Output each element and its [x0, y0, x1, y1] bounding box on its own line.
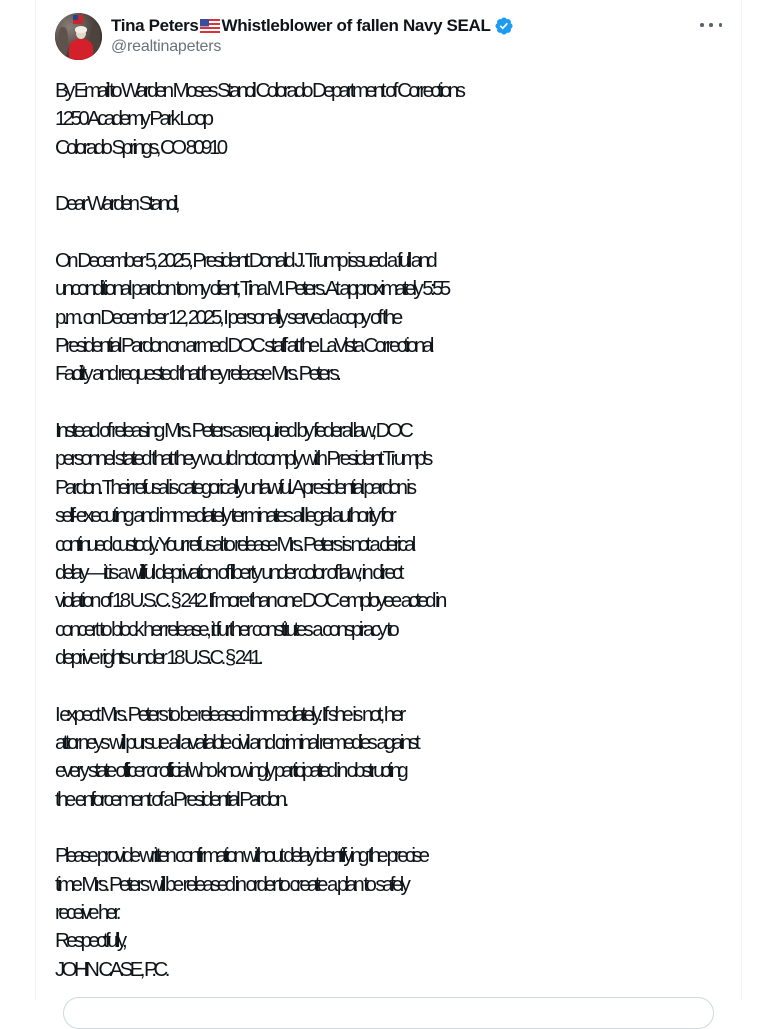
tweet-line: Facility and requested that they release Mrs. Peters. — [55, 363, 339, 386]
more-options-icon[interactable] — [700, 16, 722, 34]
paragraph-spacer — [55, 672, 735, 700]
tweet-line: Respectfully, — [55, 930, 125, 953]
tweet-line: Please provide written confirmation without delay identifying the precise — [55, 845, 427, 868]
avatar-person-hair — [75, 26, 87, 33]
tweet-line: personnel stated that they would not comply with President Trump's — [55, 448, 430, 471]
tweet-line: self-executing and immediately terminates all legal authority for — [55, 505, 394, 528]
paragraph-spacer — [55, 219, 735, 247]
more-dot — [709, 23, 713, 27]
author-name-row[interactable] — [111, 14, 514, 38]
attached-media-card[interactable] — [63, 997, 714, 1029]
tweet-line: every state officer or official who knowingly participated in obstructing — [55, 760, 405, 783]
tweet-line: Colorado Springs, CO 80910 — [55, 136, 225, 159]
tweet-line: concert to block her release, it further constitutes a conspiracy to — [55, 618, 397, 641]
paragraph-spacer — [55, 389, 735, 417]
tweet-line: deprive rights under 18 U.S.C. § 241. — [55, 646, 261, 669]
more-dot — [719, 23, 723, 27]
author-display-name-suffix[interactable]: Whistleblower of fallen Navy SEAL — [221, 16, 491, 35]
tweet-line: violation of 18 U.S.C. § 242. If more than one DOC employee acted in — [55, 590, 444, 613]
author-display-name[interactable]: Tina Peters — [111, 16, 199, 35]
tweet-line: Presidential Pardon on armed DOC staff at the LaVista Correctional — [55, 335, 431, 358]
tweet-card-right-border — [741, 0, 742, 1000]
tweet-line: 1250 Academy Park Loop — [55, 108, 211, 131]
tweet-line: Dear Warden Stancil, — [55, 193, 178, 216]
tweet-paragraph-pardon — [55, 247, 735, 389]
tweet-line: JOHN CASE, P.C. — [55, 958, 167, 981]
paragraph-spacer — [55, 162, 735, 190]
tweet-line: receive her. — [55, 901, 118, 924]
tweet-paragraph-expectation — [55, 701, 735, 814]
tweet-line: Instead of releasing Mrs. Peters as required by federal law, DOC — [55, 420, 411, 443]
tweet-line: attorneys will pursue all available civil and criminal remedies against — [55, 731, 418, 754]
avatar-figure — [58, 27, 68, 57]
author-handle[interactable]: @realtinapeters — [111, 38, 222, 55]
tweet-paragraph-salutation — [55, 190, 735, 218]
tweet-line: On December 5, 2025, President Donald J. Trump issued a full and — [55, 250, 435, 273]
tweet-paragraph-address — [55, 77, 735, 162]
tweet-text — [55, 77, 735, 984]
author-avatar[interactable] — [55, 13, 102, 60]
more-dot — [700, 23, 704, 27]
tweet-line: By Email to Warden Moses Stancil Colorado Department of Corrections — [55, 80, 463, 102]
avatar-flag-canton — [73, 15, 78, 20]
tweet-line: time Mrs. Peters will be released in order to create a plan to safely — [55, 873, 408, 896]
tweet-line: p.m. on December 12, 2025, I personally served a copy of the — [55, 306, 400, 329]
tweet-line: continued custody. Your refusal to release Mrs. Peters is not a clerical — [55, 533, 413, 556]
tweet-line: unconditional pardon to my client, Tina M. Peters. At approximately 5:55 — [55, 278, 448, 301]
tweet-line: Pardon. Their refusal is categorically unlawful. A presidential pardon is — [55, 476, 414, 499]
tweet-line: I expect Mrs. Peters to be released immediately. If she is not, her — [55, 703, 403, 726]
verified-badge-icon[interactable] — [494, 16, 514, 36]
tweet-paragraph-refusal — [55, 417, 735, 672]
avatar-person-body — [69, 39, 93, 60]
tweet-paragraph-closing — [55, 842, 735, 984]
us-flag-icon — [200, 19, 220, 33]
tweet-line: delay—it is a willful deprivation of liberty under color of law, in direct — [55, 561, 401, 584]
tweet-line: the enforcement of a Presidential Pardon. — [55, 788, 286, 811]
tweet-card-left-border — [35, 0, 36, 1000]
paragraph-spacer — [55, 814, 735, 842]
